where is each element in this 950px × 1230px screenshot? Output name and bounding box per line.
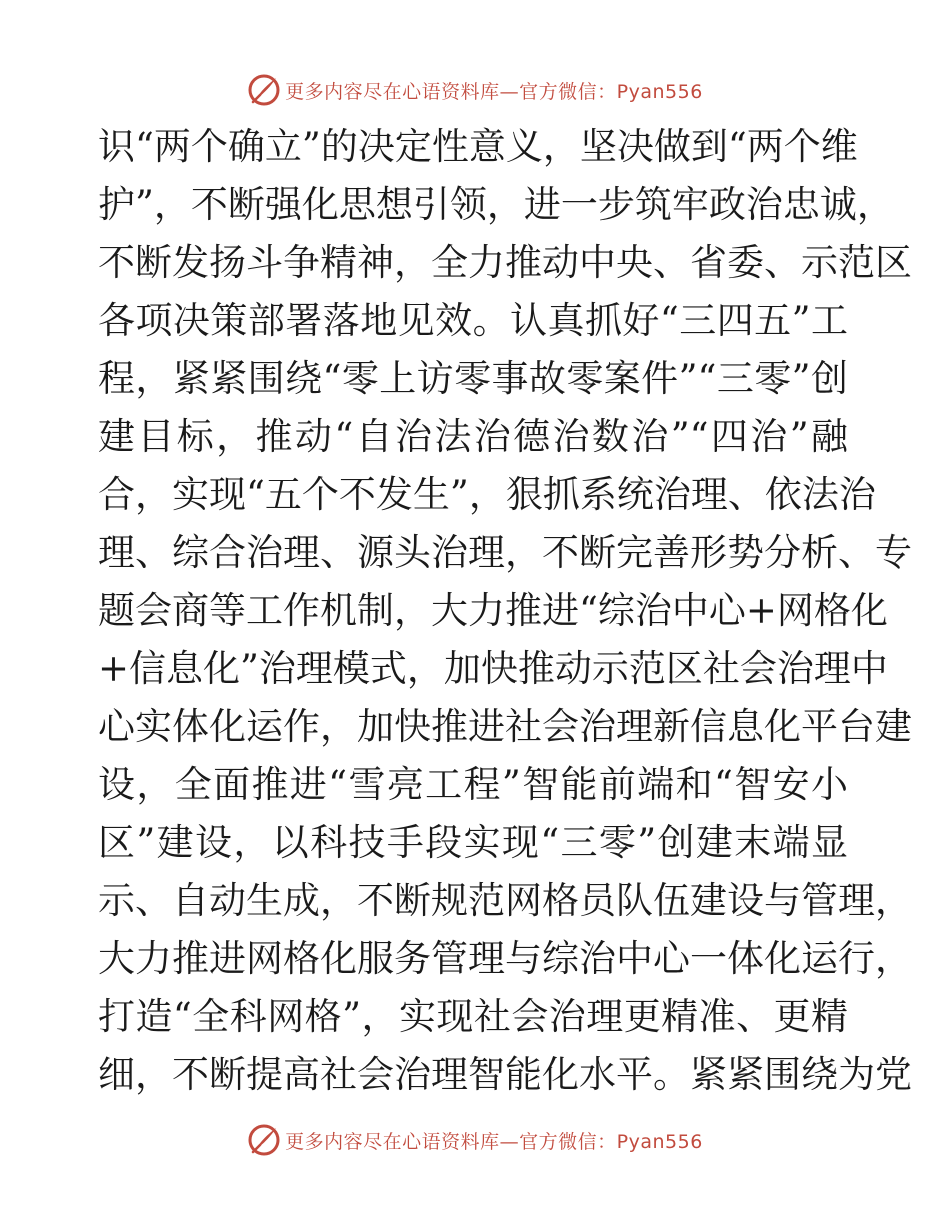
header-watermark	[0, 70, 950, 110]
document-body	[98, 118, 912, 1104]
body-line: 合，实现“五个不发生”，狠抓系统治理、依法治	[98, 473, 876, 516]
body-line: 大力推进网格化服务管理与综治中心一体化运行，	[98, 937, 912, 980]
body-line: 区”建设，以科技手段实现“三零”创建末端显	[98, 821, 848, 864]
body-line: 建目标，推动“自治法治德治数治”“四治”融	[98, 415, 848, 458]
body-line: 心实体化运作，加快推进社会治理新信息化平台建	[98, 705, 912, 748]
body-line: 识“两个确立”的决定性意义，坚决做到“两个维	[98, 125, 858, 168]
body-line: +信息化”治理模式，加快推动示范区社会治理中	[98, 647, 888, 690]
footer-watermark	[0, 1120, 950, 1160]
body-line: 程，紧紧围绕“零上访零事故零案件”“三零”创	[98, 357, 848, 400]
watermark-text: 更多内容尽在心语资料库—官方微信：Pyan556	[285, 80, 703, 103]
body-line: 打造“全科网格”，实现社会治理更精准、更精	[98, 995, 848, 1038]
body-line: 理、综合治理、源头治理，不断完善形势分析、专	[98, 531, 912, 574]
watermark-text: 更多内容尽在心语资料库—官方微信：Pyan556	[285, 1130, 703, 1153]
feather-logo-icon	[247, 1123, 281, 1157]
body-line: 示、自动生成，不断规范网格员队伍建设与管理，	[98, 879, 912, 922]
body-line: 细，不断提高社会治理智能化水平。紧紧围绕为党	[98, 1053, 912, 1096]
body-line: 题会商等工作机制，大力推进“综治中心+网格化	[98, 589, 888, 632]
body-line: 不断发扬斗争精神，全力推动中央、省委、示范区	[98, 241, 912, 284]
feather-logo-icon	[247, 73, 281, 107]
body-line: 各项决策部署落地见效。认真抓好“三四五”工	[98, 299, 848, 342]
body-line: 护”，不断强化思想引领，进一步筑牢政治忠诚，	[98, 183, 894, 226]
body-line: 设，全面推进“雪亮工程”智能前端和“智安小	[98, 763, 848, 806]
